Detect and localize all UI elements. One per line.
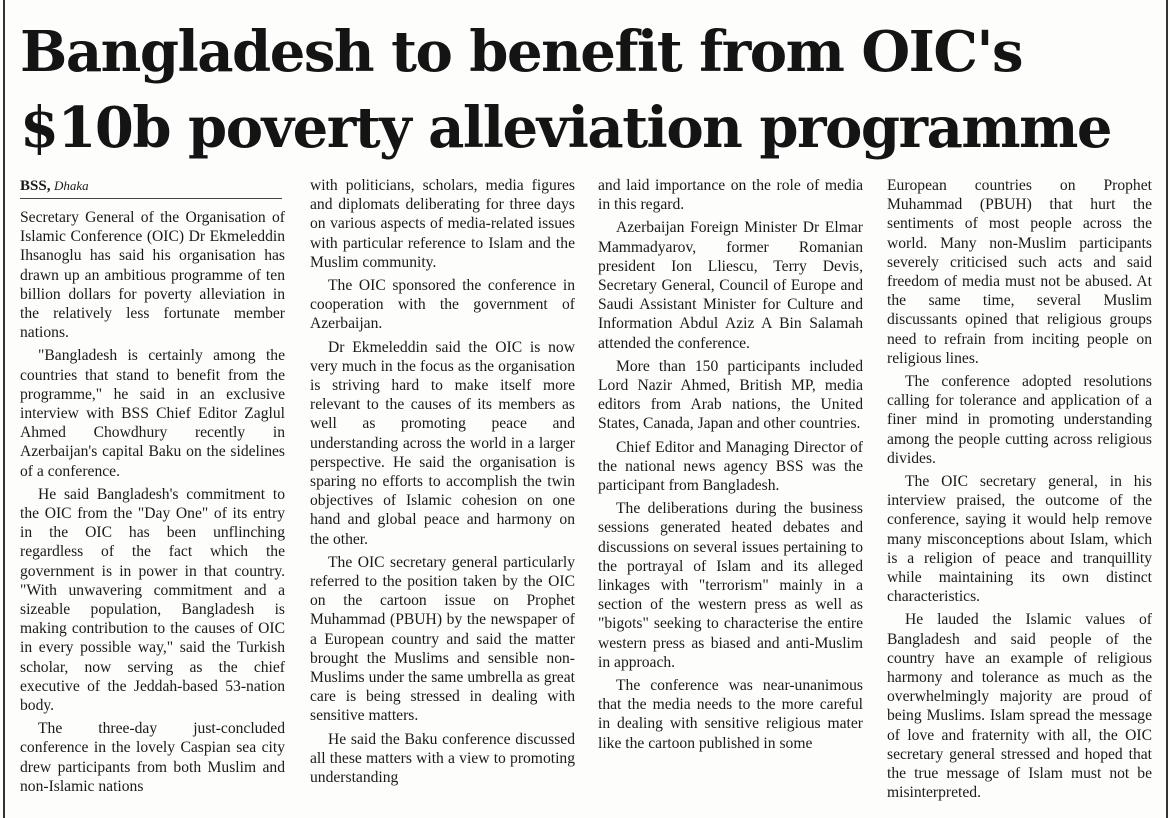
paragraph: European countries on Prophet Muhammad (PBUH) that hurt the sentiments of most people across the world. Many non-Muslim participants severely criticised such acts and said freedom of media must not be abused. At the same time, several Muslim discussants opined that religious groups need to refrain from inciting people on religious lines. xyxy=(887,177,1152,367)
article-column-4 xyxy=(887,176,1152,818)
paragraph: The deliberations during the business sessions generated heated debates and discussions on several issues pertaining to the portrayal of Islam and its alleged linkages with "terrorism" mainly in a section of the western press as well as "bigots" seeking to characterise the entire western press as biased and anti-Muslim in approach. xyxy=(598,500,863,671)
article-column-1 xyxy=(20,176,285,818)
paragraph: The three-day just-concluded conference in the lovely Caspian sea city drew participants from both Muslim and non-Islamic nations xyxy=(20,720,285,795)
article-headline: Bangladesh to benefit from OIC's $10b poverty alleviation programme xyxy=(20,19,1111,161)
left-border-rule xyxy=(3,0,5,818)
paragraph: The OIC secretary general particularly referred to the position taken by the OIC on the cartoon issue on Prophet Muhammad (PBUH) by the newspaper of a European country and said the matter brought the Muslims and sensible non-Muslims under the same umbrella as great care is being stressed in dealing with sensitive matters. xyxy=(310,553,575,725)
article-body xyxy=(20,176,1155,818)
byline xyxy=(20,176,285,200)
byline-agency: BSS, xyxy=(20,178,51,194)
paragraph: He said the Baku conference discussed all these matters with a view to promoting understanding xyxy=(310,730,575,787)
paragraph: The conference adopted resolutions calling for tolerance and application of a finer mind in promoting understanding among the people cutting across religious divides. xyxy=(887,373,1152,467)
right-border-rule xyxy=(1166,0,1168,818)
paragraph: "Bangladesh is certainly among the countries that stand to benefit from the programme," he said in an exclusive interview with BSS Chief Editor Zaglul Ahmed Chowdhury recently in Azerbaijan's capital Baku on the sidelines of a conference. xyxy=(20,347,285,480)
article-column-2 xyxy=(310,176,575,818)
paragraph: He said Bangladesh's commitment to the OIC from the "Day One" of its entry in the OIC has been unflinching regardless of the fact which the government is in power in that country. "With unwavering commitment and a sizeable population, Bangladesh is making contribution to the causes of OIC in every possible way," said the Turkish scholar, now serving as the chief executive of the Jeddah-based 53-nation body. xyxy=(20,485,285,715)
paragraph: He lauded the Islamic values of Bangladesh and said people of the country have an example of religious harmony and tolerance as much as the overwhelmingly majority are proud of being Muslims. Islam spread the message of love and fraternity with all, the OIC secretary general stressed and hoped that the true message of Islam must not be misinterpreted. xyxy=(887,611,1152,802)
paragraph: Azerbaijan Foreign Minister Dr Elmar Mammadyarov, former Romanian president Ion Lliescu, Terry Devis, Secretary General, Council of Europe and Saudi Assistant Minister for Culture and Information Abdul Aziz A Bin Salamah attended the conference. xyxy=(598,219,863,352)
byline-city: Dhaka xyxy=(53,178,89,193)
paragraph: Dr Ekmeleddin said the OIC is now very much in the focus as the organisation is striving hard to make itself more relevant to the causes of its members as well as promoting peace and understanding across the world in a larger perspective. He said the organisation is sparing no efforts to accomplish the twin objectives of Islamic cohesion on one hand and global peace and harmony on the other. xyxy=(310,338,575,548)
paragraph: with politicians, scholars, media figures and diplomats deliberating for three days on various aspects of media-related issues with particular reference to Islam and the Muslim community. xyxy=(310,177,575,271)
byline-divider xyxy=(20,198,282,199)
paragraph: Chief Editor and Managing Director of the national news agency BSS was the participant from Bangladesh. xyxy=(598,438,863,495)
paragraph: Secretary General of the Organisation of Islamic Conference (OIC) Dr Ekmeleddin Ihsanoglu has said his organisation has drawn up an ambitious programme of ten billion dollars for poverty alleviation in the relatively less fortunate member nations. xyxy=(20,209,285,342)
paragraph: More than 150 participants included Lord Nazir Ahmed, British MP, media editors from Arab nations, the United States, Canada, Japan and other countries. xyxy=(598,357,863,433)
article-column-3 xyxy=(598,176,863,818)
paragraph: The OIC secretary general, in his interview praised, the outcome of the conference, saying it would help remove many misconceptions about Islam, which is a religion of peace and tranquillity while maintaining its own distinct characteristics. xyxy=(887,473,1152,606)
paragraph: and laid importance on the role of media in this regard. xyxy=(598,177,863,214)
paragraph: The OIC sponsored the conference in cooperation with the government of Azerbaijan. xyxy=(310,277,575,333)
paragraph: The conference was near-unanimous that the media needs to the more careful in dealing with sensitive religious mater like the cartoon published in some xyxy=(598,677,863,752)
